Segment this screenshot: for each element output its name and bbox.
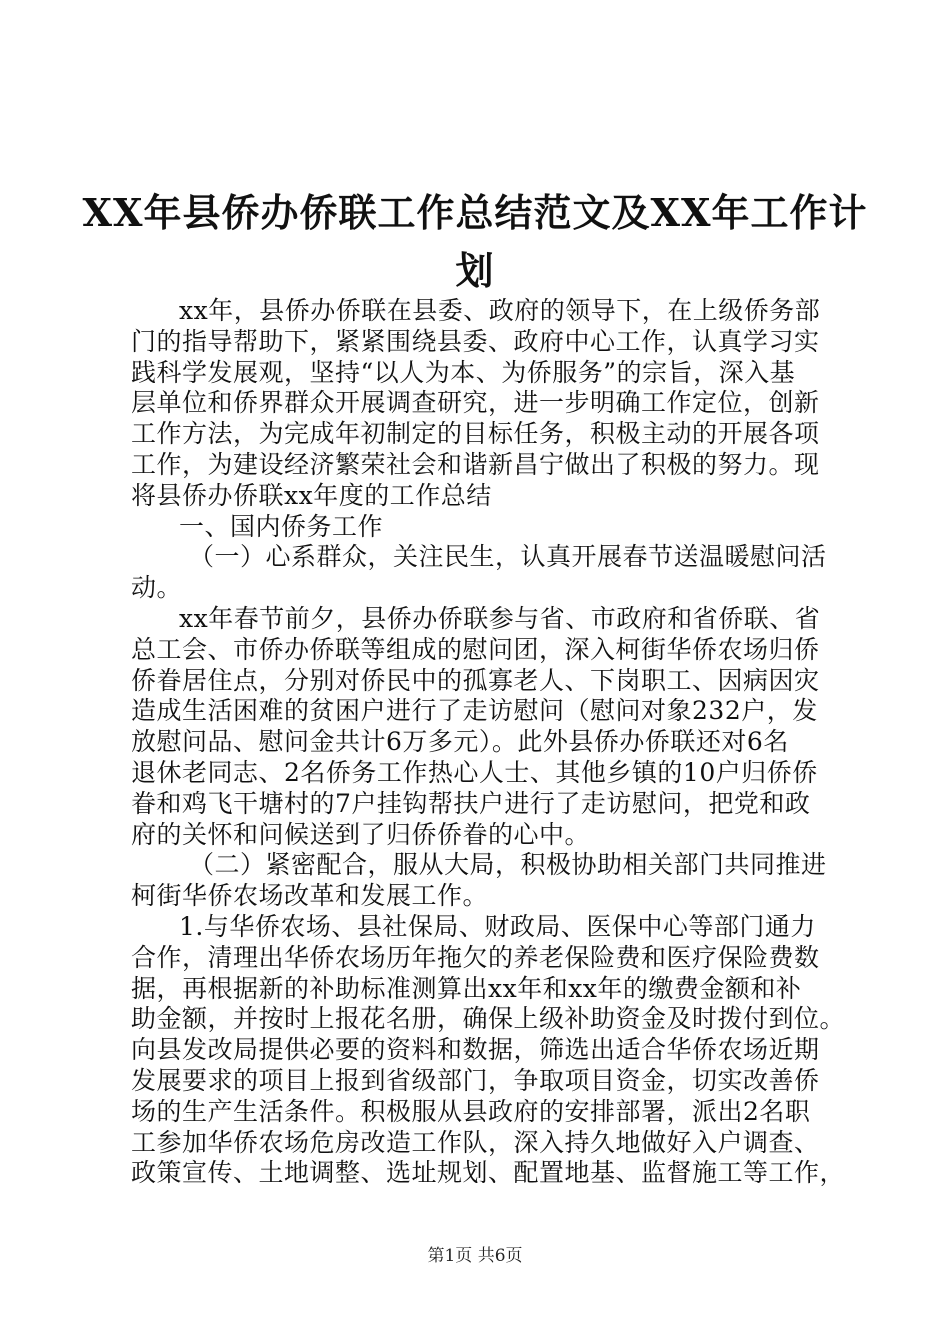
subsection-heading: （一）心系群众，关注民生，认真开展春节送温暖慰问活 xyxy=(189,542,827,572)
body-line: 1.与华侨农场、县社保局、财政局、医保中心等部门通力 xyxy=(179,911,816,941)
document-title-line-1: XX年县侨办侨联工作总结范文及XX年工作计 xyxy=(82,190,868,235)
page-number: 第1页 共6页 xyxy=(427,1246,523,1266)
body-line: 将县侨办侨联xx年度的工作总结 xyxy=(131,480,492,510)
body-line: 侨眷居住点，分别对侨民中的孤寡老人、下岗职工、因病因灾 xyxy=(131,665,820,695)
body-line: 门的指导帮助下，紧紧围绕县委、政府中心工作，认真学习实 xyxy=(131,326,820,356)
document-body xyxy=(131,296,851,1189)
body-line: 放慰问品、慰问金共计6万多元）。此外县侨办侨联还对6名 xyxy=(131,727,789,757)
body-line: 柯街华侨农场改革和发展工作。 xyxy=(131,881,489,911)
section-heading: 一、国内侨务工作 xyxy=(179,511,384,541)
document-title-line-2: 划 xyxy=(455,248,495,293)
body-line: 据，再根据新的补助标准测算出xx年和xx年的缴费金额和补 xyxy=(131,973,802,1003)
body-line: 向县发改局提供必要的资料和数据，筛选出适合华侨农场近期 xyxy=(131,1035,820,1065)
body-line: xx年，县侨办侨联在县委、政府的领导下，在上级侨务部 xyxy=(179,296,821,325)
subsection-heading: （二）紧密配合，服从大局，积极协助相关部门共同推进 xyxy=(189,850,827,880)
body-line: 层单位和侨界群众开展调查研究，进一步明确工作定位，创新 xyxy=(131,388,820,418)
body-line: 合作，清理出华侨农场历年拖欠的养老保险费和医疗保险费数 xyxy=(131,942,820,972)
body-line: 眷和鸡飞干塘村的7户挂钩帮扶户进行了走访慰问，把党和政 xyxy=(131,788,811,818)
body-line: 造成生活困难的贫困户进行了走访慰问（慰问对象232户，发 xyxy=(131,696,818,726)
body-line: 政策宣传、土地调整、选址规划、配置地基、监督施工等工作， xyxy=(131,1158,846,1188)
body-line: 工作，为建设经济繁荣社会和谐新昌宁做出了积极的努力。现 xyxy=(131,449,820,479)
body-line: 践科学发展观，坚持“以人为本、为侨服务”的宗旨，深入基 xyxy=(131,357,796,387)
body-line: 工参加华侨农场危房改造工作队，深入持久地做好入户调查、 xyxy=(131,1127,820,1157)
body-line: 动。 xyxy=(131,573,183,603)
body-line: 助金额，并按时上报花名册，确保上级补助资金及时拨付到位。 xyxy=(131,1004,846,1034)
body-line: 发展要求的项目上报到省级部门，争取项目资金，切实改善侨 xyxy=(131,1065,820,1095)
body-line: xx年春节前夕，县侨办侨联参与省、市政府和省侨联、省 xyxy=(179,603,821,633)
body-line: 退休老同志、2名侨务工作热心人士、其他乡镇的10户归侨侨 xyxy=(131,757,818,787)
body-line: 场的生产生活条件。积极服从县政府的安排部署，派出2名职 xyxy=(131,1096,811,1126)
body-line: 总工会、市侨办侨联等组成的慰问团，深入柯街华侨农场归侨 xyxy=(131,634,820,664)
body-line: 府的关怀和问候送到了归侨侨眷的心中。 xyxy=(131,819,591,849)
body-line: 工作方法，为完成年初制定的目标任务，积极主动的开展各项 xyxy=(131,419,820,449)
